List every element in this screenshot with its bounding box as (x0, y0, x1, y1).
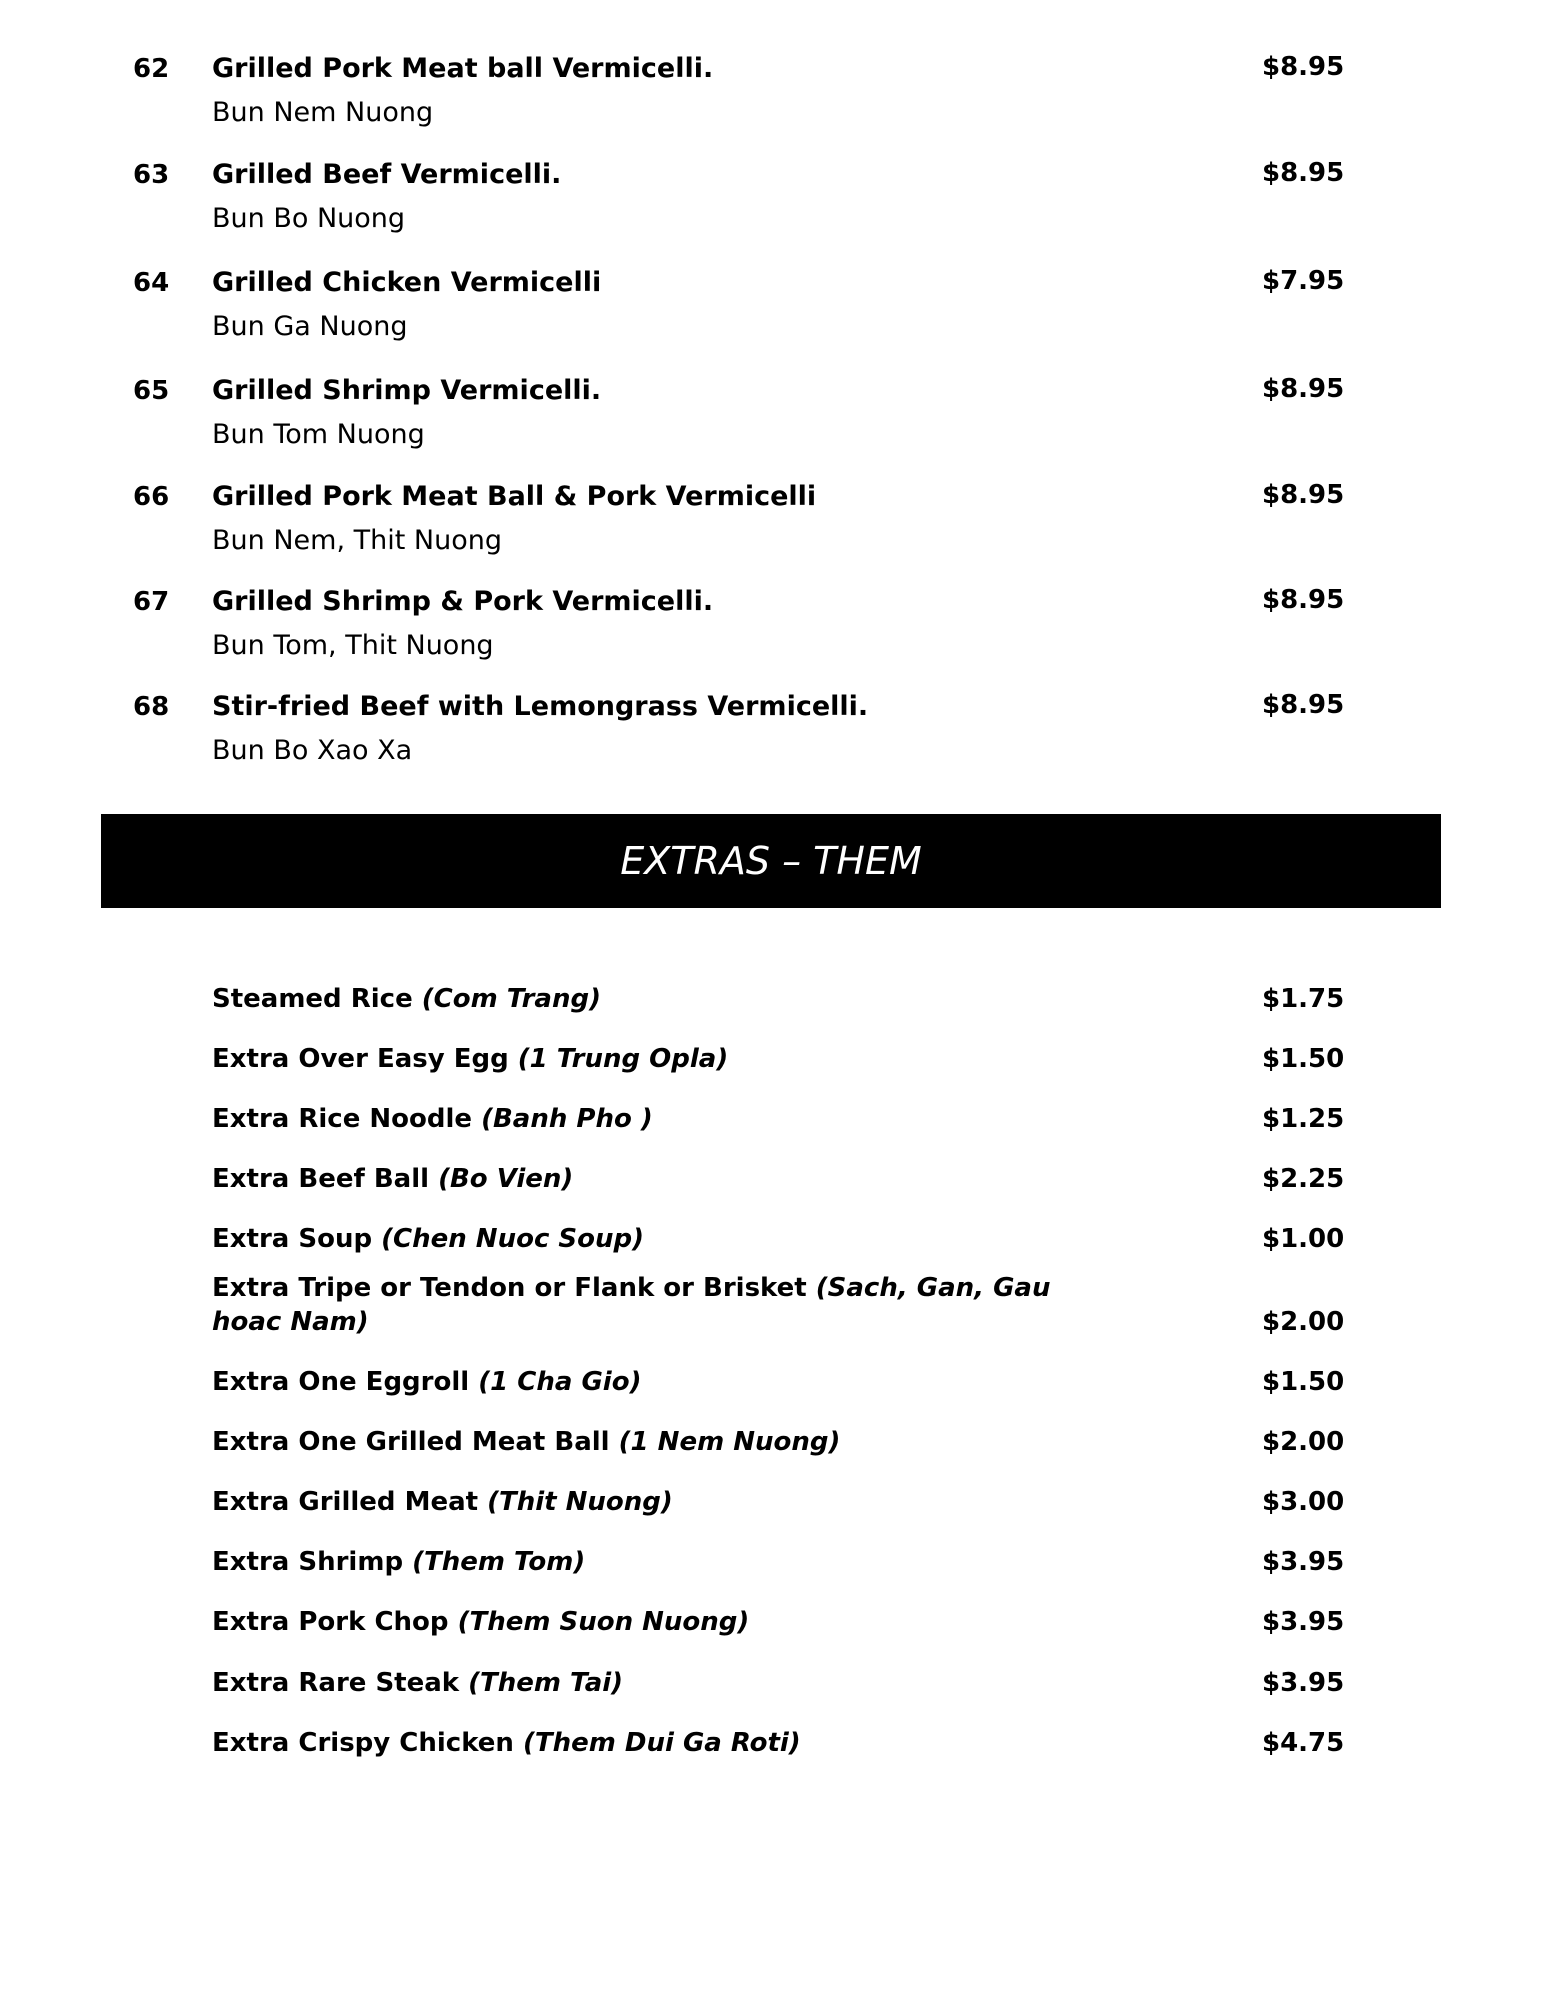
extra-item (0, 1365, 1545, 1405)
extra-item-name: Extra Rare Steak (Them Tai) (212, 1668, 624, 1698)
item-vietnamese-name: Bun Nem, Thit Nuong (212, 525, 502, 556)
section-title: EXTRAS – THEM (620, 839, 922, 883)
item-name: Grilled Shrimp & Pork Vermicelli. (212, 586, 714, 617)
extra-item-price: $3.95 (1262, 1668, 1345, 1698)
item-price: $8.95 (1262, 690, 1345, 720)
item-number: 62 (133, 54, 170, 84)
item-number: 68 (133, 692, 170, 722)
item-vietnamese-name: Bun Nem Nuong (212, 97, 434, 128)
extra-item-vietnamese-name: (1 Cha Gio) (478, 1367, 642, 1397)
extra-item (0, 1042, 1545, 1082)
extra-item-price: $3.00 (1262, 1487, 1345, 1517)
extra-item (0, 1162, 1545, 1202)
extra-item-name: Extra Beef Ball (Bo Vien) (212, 1164, 574, 1194)
extra-item-vietnamese-name: (Sach, Gan, Gau hoac Nam) (212, 1273, 1051, 1337)
extra-item-vietnamese-name: (Banh Pho ) (481, 1104, 653, 1134)
extra-item-vietnamese-name: (Them Tai) (468, 1668, 624, 1698)
item-vietnamese-name: Bun Tom, Thit Nuong (212, 630, 494, 661)
extra-item-price: $1.50 (1262, 1367, 1345, 1397)
item-price: $8.95 (1262, 158, 1345, 188)
item-number: 63 (133, 160, 170, 190)
extra-item-price: $3.95 (1262, 1607, 1345, 1637)
extra-item-name: Extra One Grilled Meat Ball (1 Nem Nuong) (212, 1427, 841, 1457)
menu-item-62 (0, 52, 1545, 152)
item-name: Grilled Pork Meat ball Vermicelli. (212, 53, 714, 84)
extra-item-price: $4.75 (1262, 1728, 1345, 1758)
extra-item-name: Extra One Eggroll (1 Cha Gio) (212, 1367, 642, 1397)
item-number: 66 (133, 482, 170, 512)
item-number: 64 (133, 268, 170, 298)
extra-item-price: $2.00 (1262, 1427, 1345, 1457)
item-vietnamese-name: Bun Bo Xao Xa (212, 735, 413, 766)
extra-item-name: Extra Pork Chop (Them Suon Nuong) (212, 1607, 750, 1637)
extra-item-vietnamese-name: (Them Dui Ga Roti) (522, 1728, 801, 1758)
extra-item-name: Extra Tripe or Tendon or Flank or Brisket (Sach, Gan, Gau hoac Nam) (212, 1273, 1051, 1337)
extra-item (0, 1102, 1545, 1142)
item-number: 67 (133, 587, 170, 617)
section-header-extras (101, 814, 1441, 908)
extra-item-vietnamese-name: (Them Suon Nuong) (457, 1607, 750, 1637)
extra-item-vietnamese-name: (Com Trang) (421, 984, 601, 1014)
item-name: Grilled Chicken Vermicelli (212, 267, 602, 298)
menu-item-67 (0, 585, 1545, 685)
extra-item (0, 982, 1545, 1022)
item-price: $8.95 (1262, 374, 1345, 404)
extra-item-vietnamese-name: (Them Tom) (412, 1547, 586, 1577)
extra-item (0, 1605, 1545, 1645)
item-vietnamese-name: Bun Tom Nuong (212, 419, 425, 450)
extra-item-price: $1.00 (1262, 1224, 1345, 1254)
extra-item (0, 1425, 1545, 1465)
item-price: $8.95 (1262, 52, 1345, 82)
extra-item (0, 1485, 1545, 1525)
item-price: $7.95 (1262, 266, 1345, 296)
item-price: $8.95 (1262, 480, 1345, 510)
extra-item (0, 1726, 1545, 1766)
extra-item-name: Extra Shrimp (Them Tom) (212, 1547, 586, 1577)
item-name: Stir-fried Beef with Lemongrass Vermicelli. (212, 691, 869, 722)
item-name: Grilled Shrimp Vermicelli. (212, 375, 602, 406)
menu-item-66 (0, 480, 1545, 580)
menu-item-65 (0, 374, 1545, 474)
menu-item-64 (0, 266, 1545, 366)
extra-item-name: Extra Grilled Meat (Thit Nuong) (212, 1487, 673, 1517)
extra-item-price: $2.00 (1262, 1307, 1345, 1337)
extra-item-price: $1.50 (1262, 1044, 1345, 1074)
item-name: Grilled Beef Vermicelli. (212, 159, 562, 190)
item-name: Grilled Pork Meat Ball & Pork Vermicelli (212, 481, 817, 512)
extra-item-price: $1.25 (1262, 1104, 1345, 1134)
extra-item-vietnamese-name: (Bo Vien) (438, 1164, 574, 1194)
menu-item-68 (0, 690, 1545, 790)
extra-item-name: Extra Soup (Chen Nuoc Soup) (212, 1224, 644, 1254)
extra-item-name: Extra Over Easy Egg (1 Trung Opla) (212, 1044, 729, 1074)
extra-item-name: Steamed Rice (Com Trang) (212, 984, 601, 1014)
extra-item (0, 1271, 1545, 1347)
extra-item-name: Extra Crispy Chicken (Them Dui Ga Roti) (212, 1728, 801, 1758)
item-number: 65 (133, 376, 170, 406)
extra-item-vietnamese-name: (1 Trung Opla) (517, 1044, 729, 1074)
menu-item-63 (0, 158, 1545, 258)
extra-item (0, 1545, 1545, 1585)
extra-item-price: $2.25 (1262, 1164, 1345, 1194)
item-vietnamese-name: Bun Ga Nuong (212, 311, 408, 342)
item-vietnamese-name: Bun Bo Nuong (212, 203, 406, 234)
extra-item-vietnamese-name: (1 Nem Nuong) (618, 1427, 841, 1457)
extra-item (0, 1222, 1545, 1262)
extra-item (0, 1666, 1545, 1706)
extra-item-vietnamese-name: (Thit Nuong) (487, 1487, 673, 1517)
extra-item-price: $3.95 (1262, 1547, 1345, 1577)
extra-item-price: $1.75 (1262, 984, 1345, 1014)
extra-item-vietnamese-name: (Chen Nuoc Soup) (381, 1224, 644, 1254)
extra-item-name: Extra Rice Noodle (Banh Pho ) (212, 1104, 653, 1134)
item-price: $8.95 (1262, 585, 1345, 615)
